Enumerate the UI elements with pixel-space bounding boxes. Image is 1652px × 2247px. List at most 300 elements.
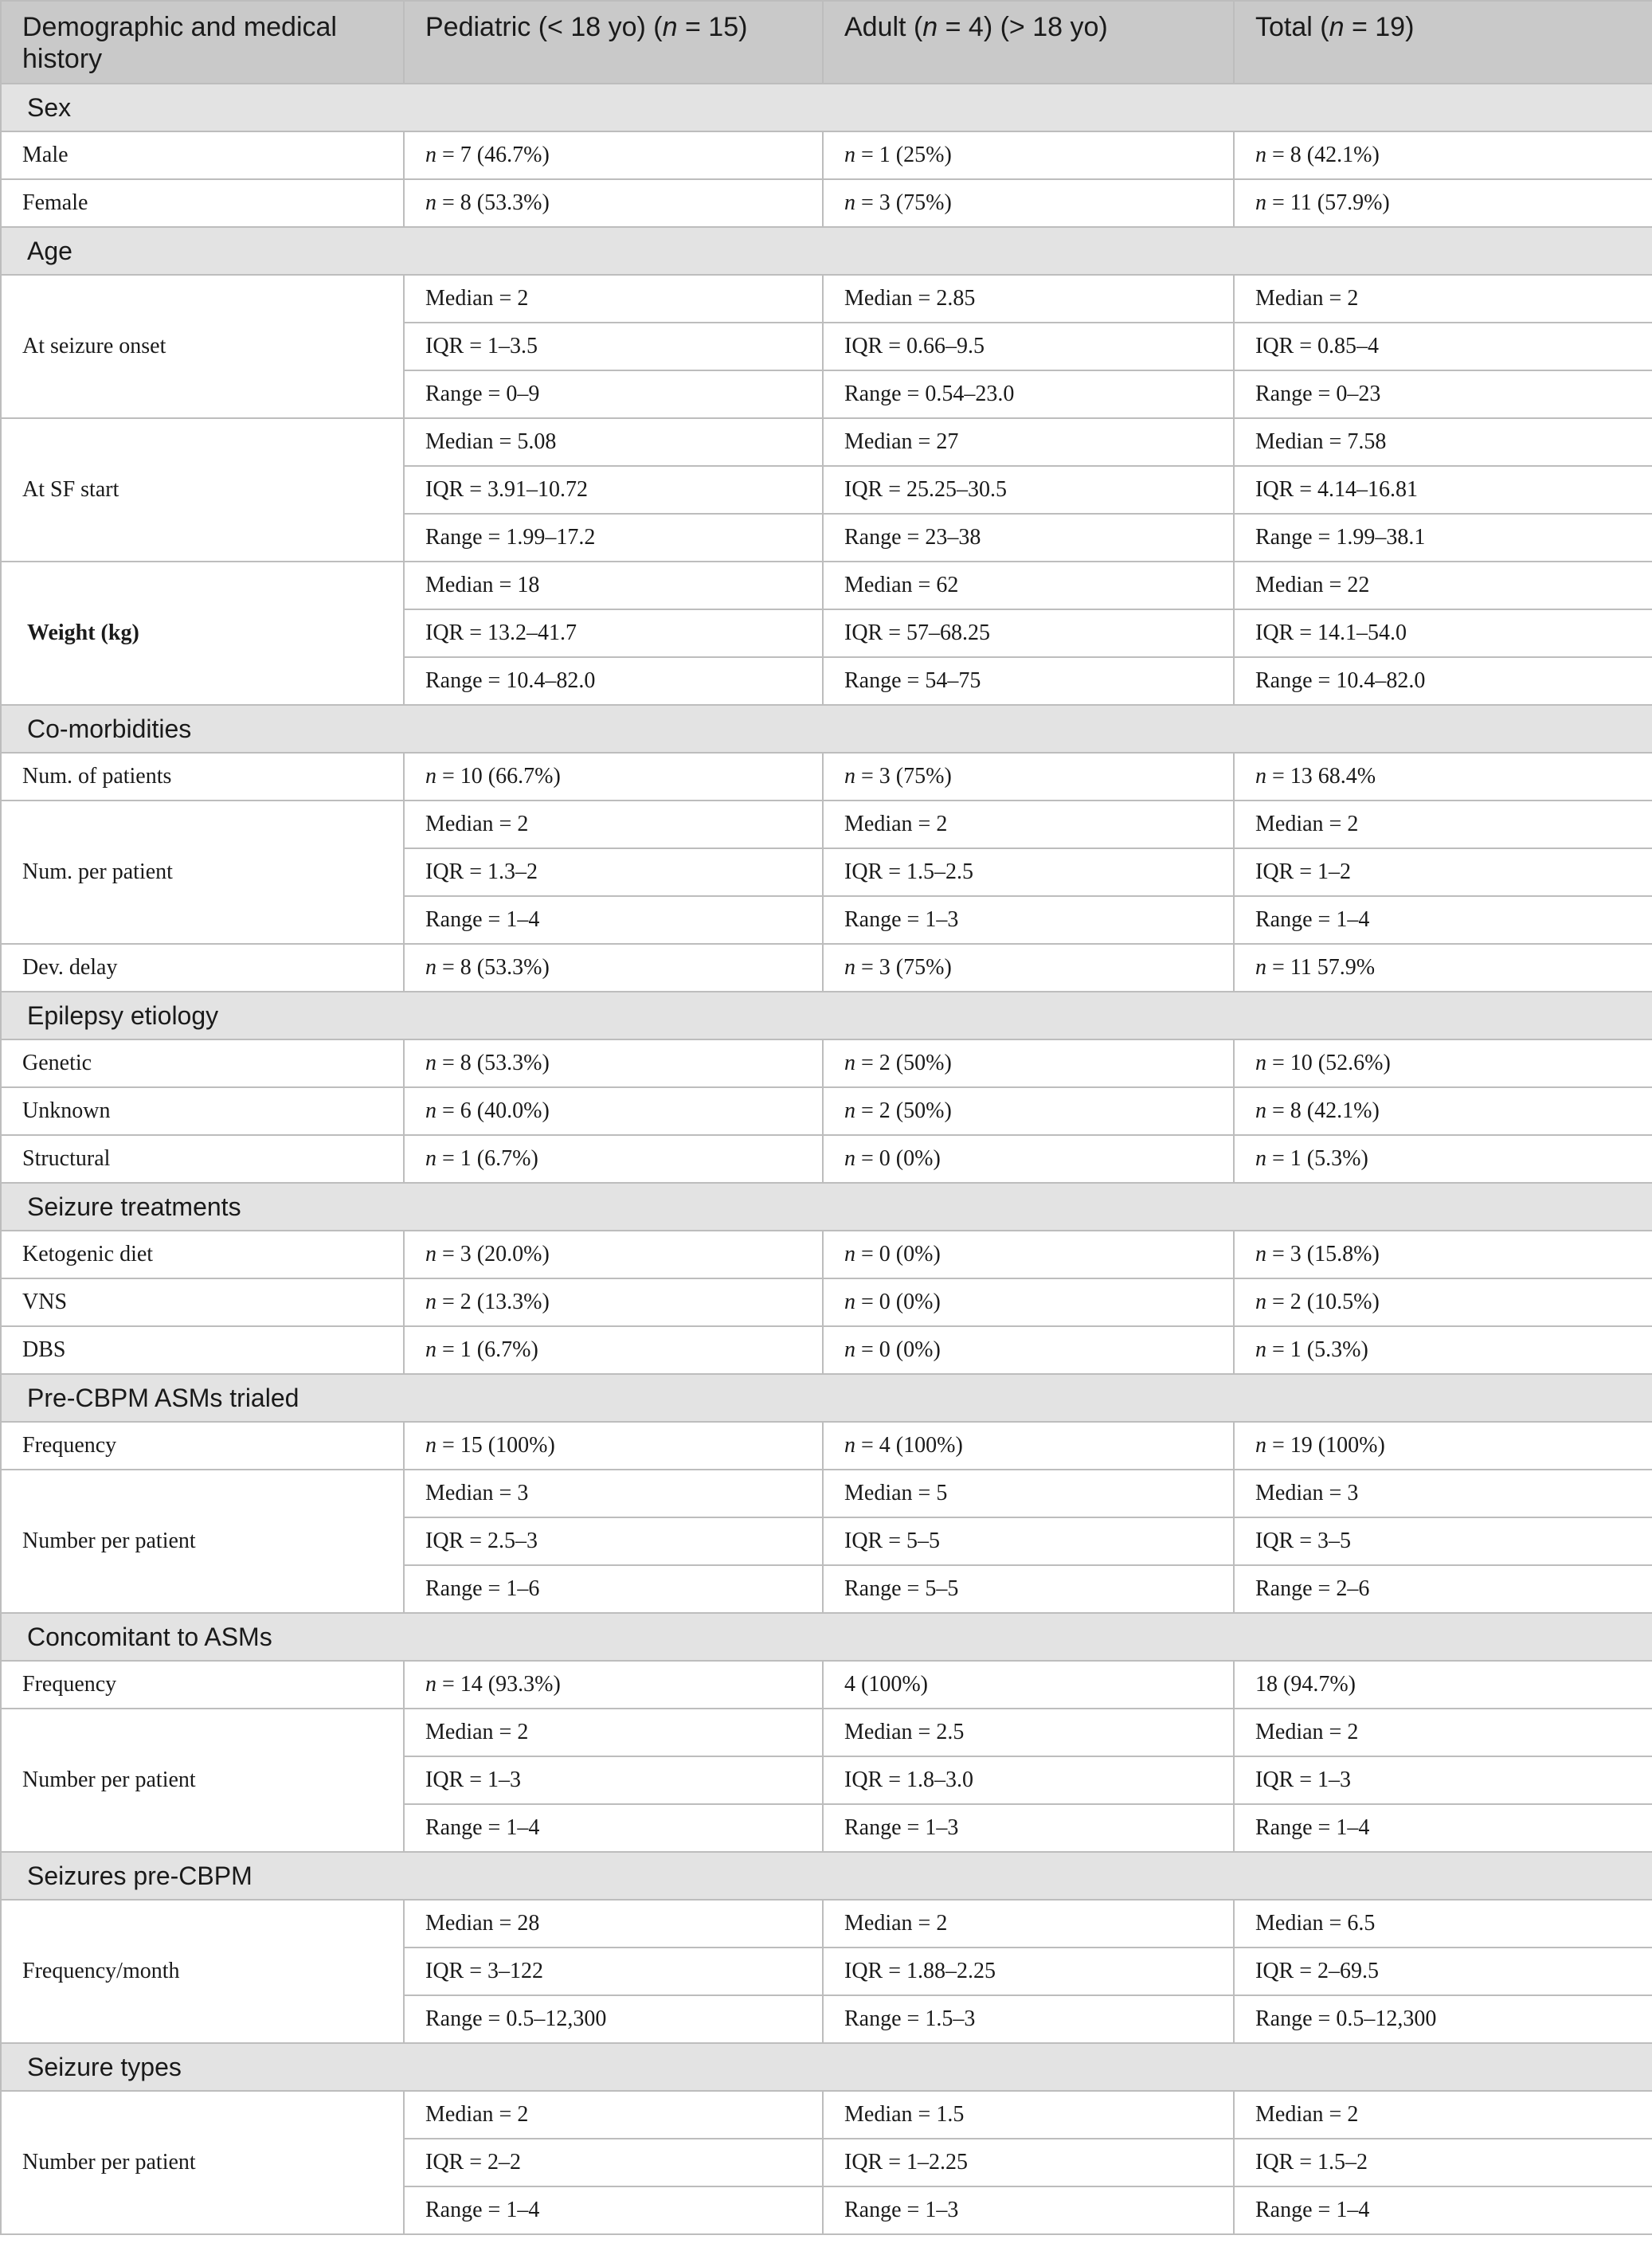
cell-value: Median = 2.5 — [844, 1720, 965, 1744]
cell-value: IQR = 3–122 — [425, 1959, 544, 1983]
cell-pediatric — [404, 179, 823, 227]
cell-value: 4 (100%) — [844, 1672, 928, 1697]
cell-value: IQR = 0.85–4 — [1255, 334, 1380, 358]
cell-total — [1234, 131, 1652, 179]
table-row — [1, 1900, 1652, 1948]
cell-pediatric — [404, 896, 823, 944]
cell-value: = 2 (50%) — [855, 1051, 952, 1075]
cell-total — [1234, 848, 1652, 896]
cell-value: Median = 2 — [425, 2102, 529, 2127]
cell-total — [1234, 179, 1652, 227]
cell-value: IQR = 3–5 — [1255, 1529, 1352, 1553]
cell-value: Range = 23–38 — [844, 525, 981, 550]
cell-value: Range = 1.99–38.1 — [1255, 525, 1426, 550]
cell-value: IQR = 1–2 — [1255, 859, 1352, 884]
cell-adult — [823, 1804, 1234, 1852]
cell-total — [1234, 323, 1652, 370]
cell-value: = 3 (75%) — [855, 764, 952, 789]
cell-value: = 15 (100%) — [436, 1433, 555, 1458]
cell-pediatric — [404, 1326, 823, 1374]
table-row — [1, 1326, 1652, 1374]
cell-value: = 0 (0%) — [855, 1146, 941, 1171]
cell-total — [1234, 2139, 1652, 2186]
n-symbol: n — [844, 1337, 855, 1362]
cell-value: = 14 (93.3%) — [436, 1672, 561, 1697]
n-symbol: n — [425, 1242, 436, 1266]
cell-value: = 10 (66.7%) — [436, 764, 561, 789]
cell-pediatric — [404, 1948, 823, 1995]
section-row — [1, 705, 1652, 753]
cell-adult — [823, 657, 1234, 705]
table-row — [1, 2091, 1652, 2139]
cell-value: IQR = 3.91–10.72 — [425, 477, 589, 502]
header-total: Total (n = 19) — [1234, 1, 1652, 84]
cell-value: Range = 1–3 — [844, 1815, 959, 1840]
n-symbol: n — [1255, 1337, 1266, 1362]
cell-value: Range = 1–4 — [1255, 1815, 1370, 1840]
row-label: Frequency/month — [1, 1900, 404, 2043]
cell-pediatric — [404, 1804, 823, 1852]
cell-total — [1234, 1087, 1652, 1135]
cell-adult — [823, 1135, 1234, 1183]
cell-value: Range = 1–4 — [425, 2198, 540, 2222]
cell-value: IQR = 2–69.5 — [1255, 1959, 1380, 1983]
cell-value: Range = 1–4 — [1255, 907, 1370, 932]
cell-adult — [823, 1900, 1234, 1948]
cell-adult — [823, 2186, 1234, 2234]
cell-value: IQR = 1.3–2 — [425, 859, 538, 884]
n-symbol: n — [425, 1672, 436, 1697]
cell-value: Median = 1.5 — [844, 2102, 965, 2127]
n-symbol: n — [1255, 190, 1266, 215]
cell-value: = 8 (42.1%) — [1266, 143, 1380, 167]
cell-value: IQR = 13.2–41.7 — [425, 620, 577, 645]
n-symbol: n — [844, 1242, 855, 1266]
cell-value: Median = 2 — [425, 812, 529, 836]
cell-adult — [823, 418, 1234, 466]
cell-total — [1234, 1231, 1652, 1278]
row-label: At SF start — [1, 418, 404, 562]
n-symbol: n — [425, 1433, 436, 1458]
cell-pediatric — [404, 1422, 823, 1470]
row-label: At seizure onset — [1, 275, 404, 418]
row-label: Number per patient — [1, 1709, 404, 1852]
cell-total — [1234, 1135, 1652, 1183]
cell-total — [1234, 2186, 1652, 2234]
table-row — [1, 801, 1652, 848]
section-row — [1, 992, 1652, 1039]
cell-value: IQR = 1.88–2.25 — [844, 1959, 996, 1983]
section-title: Sex — [1, 84, 1652, 131]
cell-adult — [823, 514, 1234, 562]
cell-value: IQR = 4.14–16.81 — [1255, 477, 1419, 502]
n-symbol: n — [844, 764, 855, 789]
section-title: Age — [1, 227, 1652, 275]
cell-value: Median = 2 — [425, 1720, 529, 1744]
cell-value: = 3 (20.0%) — [436, 1242, 550, 1266]
cell-value: IQR = 57–68.25 — [844, 620, 991, 645]
cell-value: = 1 (6.7%) — [436, 1146, 538, 1171]
cell-value: Range = 10.4–82.0 — [425, 668, 596, 693]
table-row — [1, 1709, 1652, 1756]
n-symbol: n — [425, 764, 436, 789]
table-row — [1, 1422, 1652, 1470]
section-title: Epilepsy etiology — [1, 992, 1652, 1039]
cell-total — [1234, 1039, 1652, 1087]
cell-value: Range = 1–3 — [844, 2198, 959, 2222]
cell-value: Range = 1–4 — [425, 1815, 540, 1840]
cell-pediatric — [404, 2186, 823, 2234]
cell-value: Median = 2.85 — [844, 286, 976, 311]
n-symbol: n — [425, 190, 436, 215]
cell-value: = 1 (25%) — [855, 143, 952, 167]
table-row — [1, 944, 1652, 992]
cell-adult — [823, 1039, 1234, 1087]
section-row — [1, 1613, 1652, 1661]
n-symbol: n — [425, 955, 436, 980]
cell-value: IQR = 1–3 — [425, 1767, 522, 1792]
table-row — [1, 131, 1652, 179]
cell-value: = 8 (53.3%) — [436, 955, 550, 980]
cell-pediatric — [404, 1756, 823, 1804]
row-label: Genetic — [1, 1039, 404, 1087]
cell-total — [1234, 657, 1652, 705]
cell-value: = 1 (6.7%) — [436, 1337, 538, 1362]
cell-pediatric — [404, 275, 823, 323]
row-label: Frequency — [1, 1661, 404, 1709]
cell-adult — [823, 370, 1234, 418]
cell-value: Range = 0–9 — [425, 382, 540, 406]
cell-value: Range = 54–75 — [844, 668, 981, 693]
n-symbol: n — [1255, 1242, 1266, 1266]
cell-pediatric — [404, 1995, 823, 2043]
cell-value: Median = 5 — [844, 1481, 948, 1505]
cell-total — [1234, 1422, 1652, 1470]
cell-value: Median = 2 — [1255, 2102, 1359, 2127]
n-symbol: n — [1255, 764, 1266, 789]
cell-value: = 8 (53.3%) — [436, 1051, 550, 1075]
cell-value: = 1 (5.3%) — [1266, 1337, 1368, 1362]
cell-adult — [823, 609, 1234, 657]
section-row — [1, 84, 1652, 131]
section-row — [1, 2043, 1652, 2091]
cell-value: Range = 1.99–17.2 — [425, 525, 596, 550]
section-title: Co-morbidities — [1, 705, 1652, 753]
row-label: DBS — [1, 1326, 404, 1374]
n-symbol: n — [1255, 1290, 1266, 1314]
cell-adult — [823, 848, 1234, 896]
cell-value: Median = 62 — [844, 573, 959, 597]
cell-adult — [823, 1995, 1234, 2043]
row-label: Weight (kg) — [1, 562, 404, 705]
cell-total — [1234, 562, 1652, 609]
cell-total — [1234, 753, 1652, 801]
cell-value: Range = 1–4 — [1255, 2198, 1370, 2222]
cell-value: = 2 (50%) — [855, 1098, 952, 1123]
n-symbol: n — [844, 1051, 855, 1075]
cell-value: Median = 3 — [425, 1481, 529, 1505]
cell-value: = 1 (5.3%) — [1266, 1146, 1368, 1171]
cell-adult — [823, 944, 1234, 992]
cell-pediatric — [404, 1709, 823, 1756]
cell-adult — [823, 2139, 1234, 2186]
cell-pediatric — [404, 1231, 823, 1278]
cell-total — [1234, 1470, 1652, 1517]
cell-adult — [823, 1470, 1234, 1517]
n-symbol: n — [1255, 1051, 1266, 1075]
n-symbol: n — [1255, 1098, 1266, 1123]
cell-value: = 11 57.9% — [1266, 955, 1376, 980]
cell-adult — [823, 131, 1234, 179]
cell-value: = 6 (40.0%) — [436, 1098, 550, 1123]
cell-adult — [823, 275, 1234, 323]
cell-value: = 3 (15.8%) — [1266, 1242, 1380, 1266]
section-row — [1, 1183, 1652, 1231]
cell-value: Median = 22 — [1255, 573, 1370, 597]
cell-total — [1234, 370, 1652, 418]
cell-pediatric — [404, 514, 823, 562]
row-label: Num. of patients — [1, 753, 404, 801]
section-title: Seizure types — [1, 2043, 1652, 2091]
cell-pediatric — [404, 2139, 823, 2186]
cell-adult — [823, 2091, 1234, 2139]
cell-total — [1234, 1565, 1652, 1613]
table-row — [1, 1087, 1652, 1135]
table-row — [1, 1278, 1652, 1326]
cell-value: Range = 0.5–12,300 — [1255, 2006, 1437, 2031]
cell-value: Median = 7.58 — [1255, 429, 1387, 454]
cell-adult — [823, 801, 1234, 848]
n-symbol: n — [425, 1098, 436, 1123]
n-symbol: n — [425, 1146, 436, 1171]
cell-pediatric — [404, 323, 823, 370]
n-symbol: n — [425, 1290, 436, 1314]
n-symbol: n — [1255, 143, 1266, 167]
cell-adult — [823, 1326, 1234, 1374]
cell-value: Range = 5–5 — [844, 1576, 959, 1601]
cell-total — [1234, 1326, 1652, 1374]
cell-value: Median = 27 — [844, 429, 959, 454]
cell-adult — [823, 1709, 1234, 1756]
cell-total — [1234, 1900, 1652, 1948]
cell-adult — [823, 753, 1234, 801]
section-title: Pre-CBPM ASMs trialed — [1, 1374, 1652, 1422]
cell-value: IQR = 14.1–54.0 — [1255, 620, 1407, 645]
cell-value: = 11 (57.9%) — [1266, 190, 1390, 215]
table-row — [1, 179, 1652, 227]
cell-adult — [823, 179, 1234, 227]
cell-adult — [823, 1422, 1234, 1470]
cell-value: Median = 2 — [1255, 1720, 1359, 1744]
cell-pediatric — [404, 1039, 823, 1087]
section-row — [1, 1374, 1652, 1422]
cell-value: IQR = 5–5 — [844, 1529, 941, 1553]
cell-pediatric — [404, 1135, 823, 1183]
cell-pediatric — [404, 466, 823, 514]
cell-pediatric — [404, 1661, 823, 1709]
cell-value: = 0 (0%) — [855, 1242, 941, 1266]
n-symbol: n — [1255, 1146, 1266, 1171]
n-symbol: n — [844, 1290, 855, 1314]
cell-total — [1234, 1948, 1652, 1995]
cell-value: Range = 10.4–82.0 — [1255, 668, 1426, 693]
cell-adult — [823, 1948, 1234, 1995]
table-row — [1, 1231, 1652, 1278]
section-title: Concomitant to ASMs — [1, 1613, 1652, 1661]
cell-total — [1234, 275, 1652, 323]
row-label: Num. per patient — [1, 801, 404, 944]
table-header-row — [1, 1, 1652, 84]
table-row — [1, 418, 1652, 466]
cell-pediatric — [404, 1278, 823, 1326]
cell-value: = 0 (0%) — [855, 1337, 941, 1362]
n-symbol: n — [1255, 1433, 1266, 1458]
cell-total — [1234, 2091, 1652, 2139]
n-symbol: n — [844, 143, 855, 167]
cell-value: Median = 2 — [844, 812, 948, 836]
cell-total — [1234, 466, 1652, 514]
cell-pediatric — [404, 1900, 823, 1948]
row-label: VNS — [1, 1278, 404, 1326]
cell-adult — [823, 562, 1234, 609]
row-label: Ketogenic diet — [1, 1231, 404, 1278]
cell-pediatric — [404, 418, 823, 466]
n-symbol: n — [425, 1051, 436, 1075]
cell-adult — [823, 323, 1234, 370]
cell-value: Median = 28 — [425, 1911, 540, 1936]
cell-pediatric — [404, 609, 823, 657]
section-row — [1, 227, 1652, 275]
cell-value: IQR = 1.5–2.5 — [844, 859, 974, 884]
cell-pediatric — [404, 2091, 823, 2139]
n-symbol: n — [844, 1098, 855, 1123]
row-label: Dev. delay — [1, 944, 404, 992]
cell-value: Median = 5.08 — [425, 429, 557, 454]
cell-pediatric — [404, 1087, 823, 1135]
cell-value: IQR = 1–3 — [1255, 1767, 1352, 1792]
header-demographic: Demographic and medical history — [1, 1, 404, 84]
cell-value: Median = 18 — [425, 573, 540, 597]
row-label: Male — [1, 131, 404, 179]
cell-value: Range = 0–23 — [1255, 382, 1381, 406]
n-symbol: n — [425, 1337, 436, 1362]
cell-value: Median = 2 — [1255, 812, 1359, 836]
cell-total — [1234, 418, 1652, 466]
cell-value: Range = 0.5–12,300 — [425, 2006, 607, 2031]
cell-value: IQR = 1–3.5 — [425, 334, 538, 358]
cell-value: = 19 (100%) — [1266, 1433, 1385, 1458]
cell-pediatric — [404, 848, 823, 896]
cell-total — [1234, 801, 1652, 848]
cell-adult — [823, 1756, 1234, 1804]
cell-total — [1234, 1278, 1652, 1326]
cell-value: Range = 1–4 — [425, 907, 540, 932]
cell-total — [1234, 514, 1652, 562]
cell-value: IQR = 1.5–2 — [1255, 2150, 1368, 2175]
cell-total — [1234, 609, 1652, 657]
cell-adult — [823, 1231, 1234, 1278]
n-symbol: n — [844, 1146, 855, 1171]
row-label: Unknown — [1, 1087, 404, 1135]
cell-total — [1234, 1709, 1652, 1756]
cell-adult — [823, 1278, 1234, 1326]
cell-value: IQR = 1.8–3.0 — [844, 1767, 974, 1792]
cell-pediatric — [404, 801, 823, 848]
cell-total — [1234, 944, 1652, 992]
cell-value: IQR = 2–2 — [425, 2150, 522, 2175]
cell-value: = 7 (46.7%) — [436, 143, 550, 167]
cell-value: = 2 (10.5%) — [1266, 1290, 1380, 1314]
cell-pediatric — [404, 753, 823, 801]
section-title: Seizures pre-CBPM — [1, 1852, 1652, 1900]
cell-total — [1234, 1517, 1652, 1565]
cell-adult — [823, 1087, 1234, 1135]
header-pediatric: Pediatric (< 18 yo) (n = 15) — [404, 1, 823, 84]
cell-pediatric — [404, 562, 823, 609]
cell-adult — [823, 1517, 1234, 1565]
cell-value: Range = 1–3 — [844, 907, 959, 932]
n-symbol: n — [844, 1433, 855, 1458]
cell-value: = 3 (75%) — [855, 955, 952, 980]
table-body — [1, 84, 1652, 2234]
cell-total — [1234, 896, 1652, 944]
row-label: Number per patient — [1, 1470, 404, 1613]
cell-value: 18 (94.7%) — [1255, 1672, 1356, 1697]
cell-value: Range = 0.54–23.0 — [844, 382, 1015, 406]
table-row — [1, 1039, 1652, 1087]
cell-value: Range = 1.5–3 — [844, 2006, 976, 2031]
table-row — [1, 1661, 1652, 1709]
cell-value: = 4 (100%) — [855, 1433, 963, 1458]
cell-adult — [823, 1565, 1234, 1613]
cell-value: = 10 (52.6%) — [1266, 1051, 1391, 1075]
cell-value: = 8 (42.1%) — [1266, 1098, 1380, 1123]
cell-value: = 3 (75%) — [855, 190, 952, 215]
cell-pediatric — [404, 370, 823, 418]
cell-value: Range = 2–6 — [1255, 1576, 1370, 1601]
row-label: Frequency — [1, 1422, 404, 1470]
n-symbol: n — [1255, 955, 1266, 980]
cell-value: Median = 2 — [844, 1911, 948, 1936]
row-label: Structural — [1, 1135, 404, 1183]
table-row — [1, 1135, 1652, 1183]
cell-pediatric — [404, 657, 823, 705]
table-row — [1, 562, 1652, 609]
cell-value: IQR = 2.5–3 — [425, 1529, 538, 1553]
section-row — [1, 1852, 1652, 1900]
n-symbol: n — [425, 143, 436, 167]
cell-pediatric — [404, 944, 823, 992]
cell-value: IQR = 25.25–30.5 — [844, 477, 1008, 502]
row-label: Number per patient — [1, 2091, 404, 2234]
cell-value: IQR = 0.66–9.5 — [844, 334, 985, 358]
n-symbol: n — [844, 955, 855, 980]
cell-pediatric — [404, 1517, 823, 1565]
n-symbol: n — [844, 190, 855, 215]
row-label: Female — [1, 179, 404, 227]
cell-total — [1234, 1995, 1652, 2043]
table-row — [1, 753, 1652, 801]
cell-value: IQR = 1–2.25 — [844, 2150, 969, 2175]
header-adult: Adult (n = 4) (> 18 yo) — [823, 1, 1234, 84]
cell-value: Median = 2 — [1255, 286, 1359, 311]
cell-adult — [823, 1661, 1234, 1709]
cell-value: = 0 (0%) — [855, 1290, 941, 1314]
cell-value: Median = 2 — [425, 286, 529, 311]
cell-pediatric — [404, 1470, 823, 1517]
cell-value: Median = 3 — [1255, 1481, 1359, 1505]
cell-adult — [823, 466, 1234, 514]
